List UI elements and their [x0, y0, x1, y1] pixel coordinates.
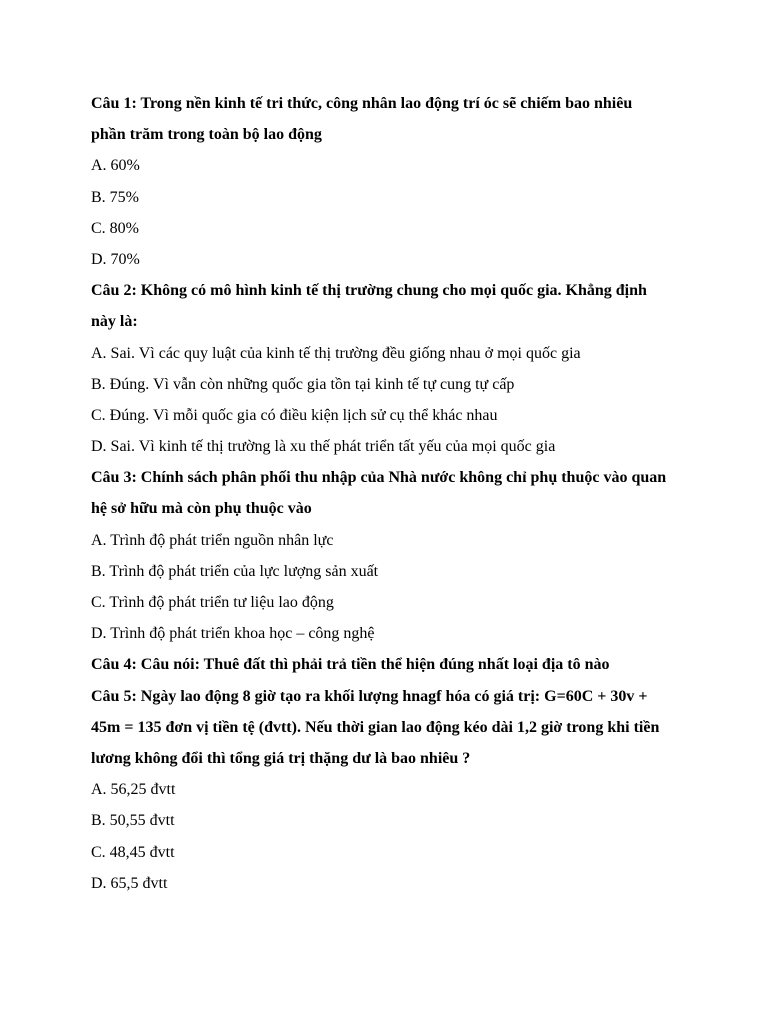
question-3-option-b: B. Trình độ phát triển của lực lượng sản xuất — [91, 562, 379, 580]
question-2-text-line-2: này là: — [91, 313, 138, 331]
question-3 — [91, 462, 691, 649]
question-5-option-a: A. 56,25 đvtt — [91, 781, 176, 799]
document-page — [91, 88, 691, 899]
question-5-text-line-3: lương không đổi thì tổng giá trị thặng dư là bao nhiêu ? — [91, 749, 471, 767]
question-2-option-a: A. Sai. Vì các quy luật của kinh tế thị trường đều giống nhau ở mọi quốc gia — [91, 344, 581, 362]
question-2-option-c: C. Đúng. Vì mỗi quốc gia có điều kiện lịch sử cụ thể khác nhau — [91, 406, 498, 424]
question-5-option-b: B. 50,55 đvtt — [91, 812, 175, 830]
question-1-option-b: B. 75% — [91, 188, 139, 206]
question-5-option-c: C. 48,45 đvtt — [91, 843, 175, 861]
question-1-option-d: D. 70% — [91, 250, 140, 268]
question-3-option-d: D. Trình độ phát triển khoa học – công nghệ — [91, 625, 375, 643]
question-4 — [91, 649, 691, 680]
question-3-option-a: A. Trình độ phát triển nguồn nhân lực — [91, 531, 334, 549]
question-3-text-line-2: hệ sở hữu mà còn phụ thuộc vào — [91, 500, 312, 518]
question-1-text-line-1: Câu 1: Trong nền kinh tế tri thức, công nhân lao động trí óc sẽ chiếm bao nhiêu — [91, 95, 633, 112]
question-2-text-line-1: Câu 2: Không có mô hình kinh tế thị trường chung cho mọi quốc gia. Khẳng định — [91, 282, 647, 300]
question-1-text-line-2: phần trăm trong toàn bộ lao động — [91, 126, 322, 144]
question-1 — [91, 88, 691, 275]
question-5 — [91, 681, 691, 899]
question-5-text-line-2: 45m = 135 đơn vị tiền tệ (đvtt). Nếu thời gian lao động kéo dài 1,2 giờ trong khi tiền — [91, 718, 660, 736]
question-1-option-c: C. 80% — [91, 219, 139, 237]
question-1-option-a: A. 60% — [91, 157, 140, 175]
question-3-option-c: C. Trình độ phát triển tư liệu lao động — [91, 594, 334, 611]
question-5-text-line-1: Câu 5: Ngày lao động 8 giờ tạo ra khối lượng hnagf hóa có giá trị: G=60C + 30v + — [91, 687, 648, 705]
question-5-option-d: D. 65,5 đvtt — [91, 874, 168, 892]
question-2-option-b: B. Đúng. Vì vẫn còn những quốc gia tồn tại kinh tế tự cung tự cấp — [91, 375, 515, 393]
question-2-option-d: D. Sai. Vì kinh tế thị trường là xu thế phát triển tất yếu của mọi quốc gia — [91, 438, 556, 456]
question-2 — [91, 275, 691, 462]
question-4-text-line-1: Câu 4: Câu nói: Thuê đất thì phải trả tiền thể hiện đúng nhất loại địa tô nào — [91, 656, 610, 674]
question-3-text-line-1: Câu 3: Chính sách phân phối thu nhập của Nhà nước không chỉ phụ thuộc vào quan — [91, 469, 667, 487]
